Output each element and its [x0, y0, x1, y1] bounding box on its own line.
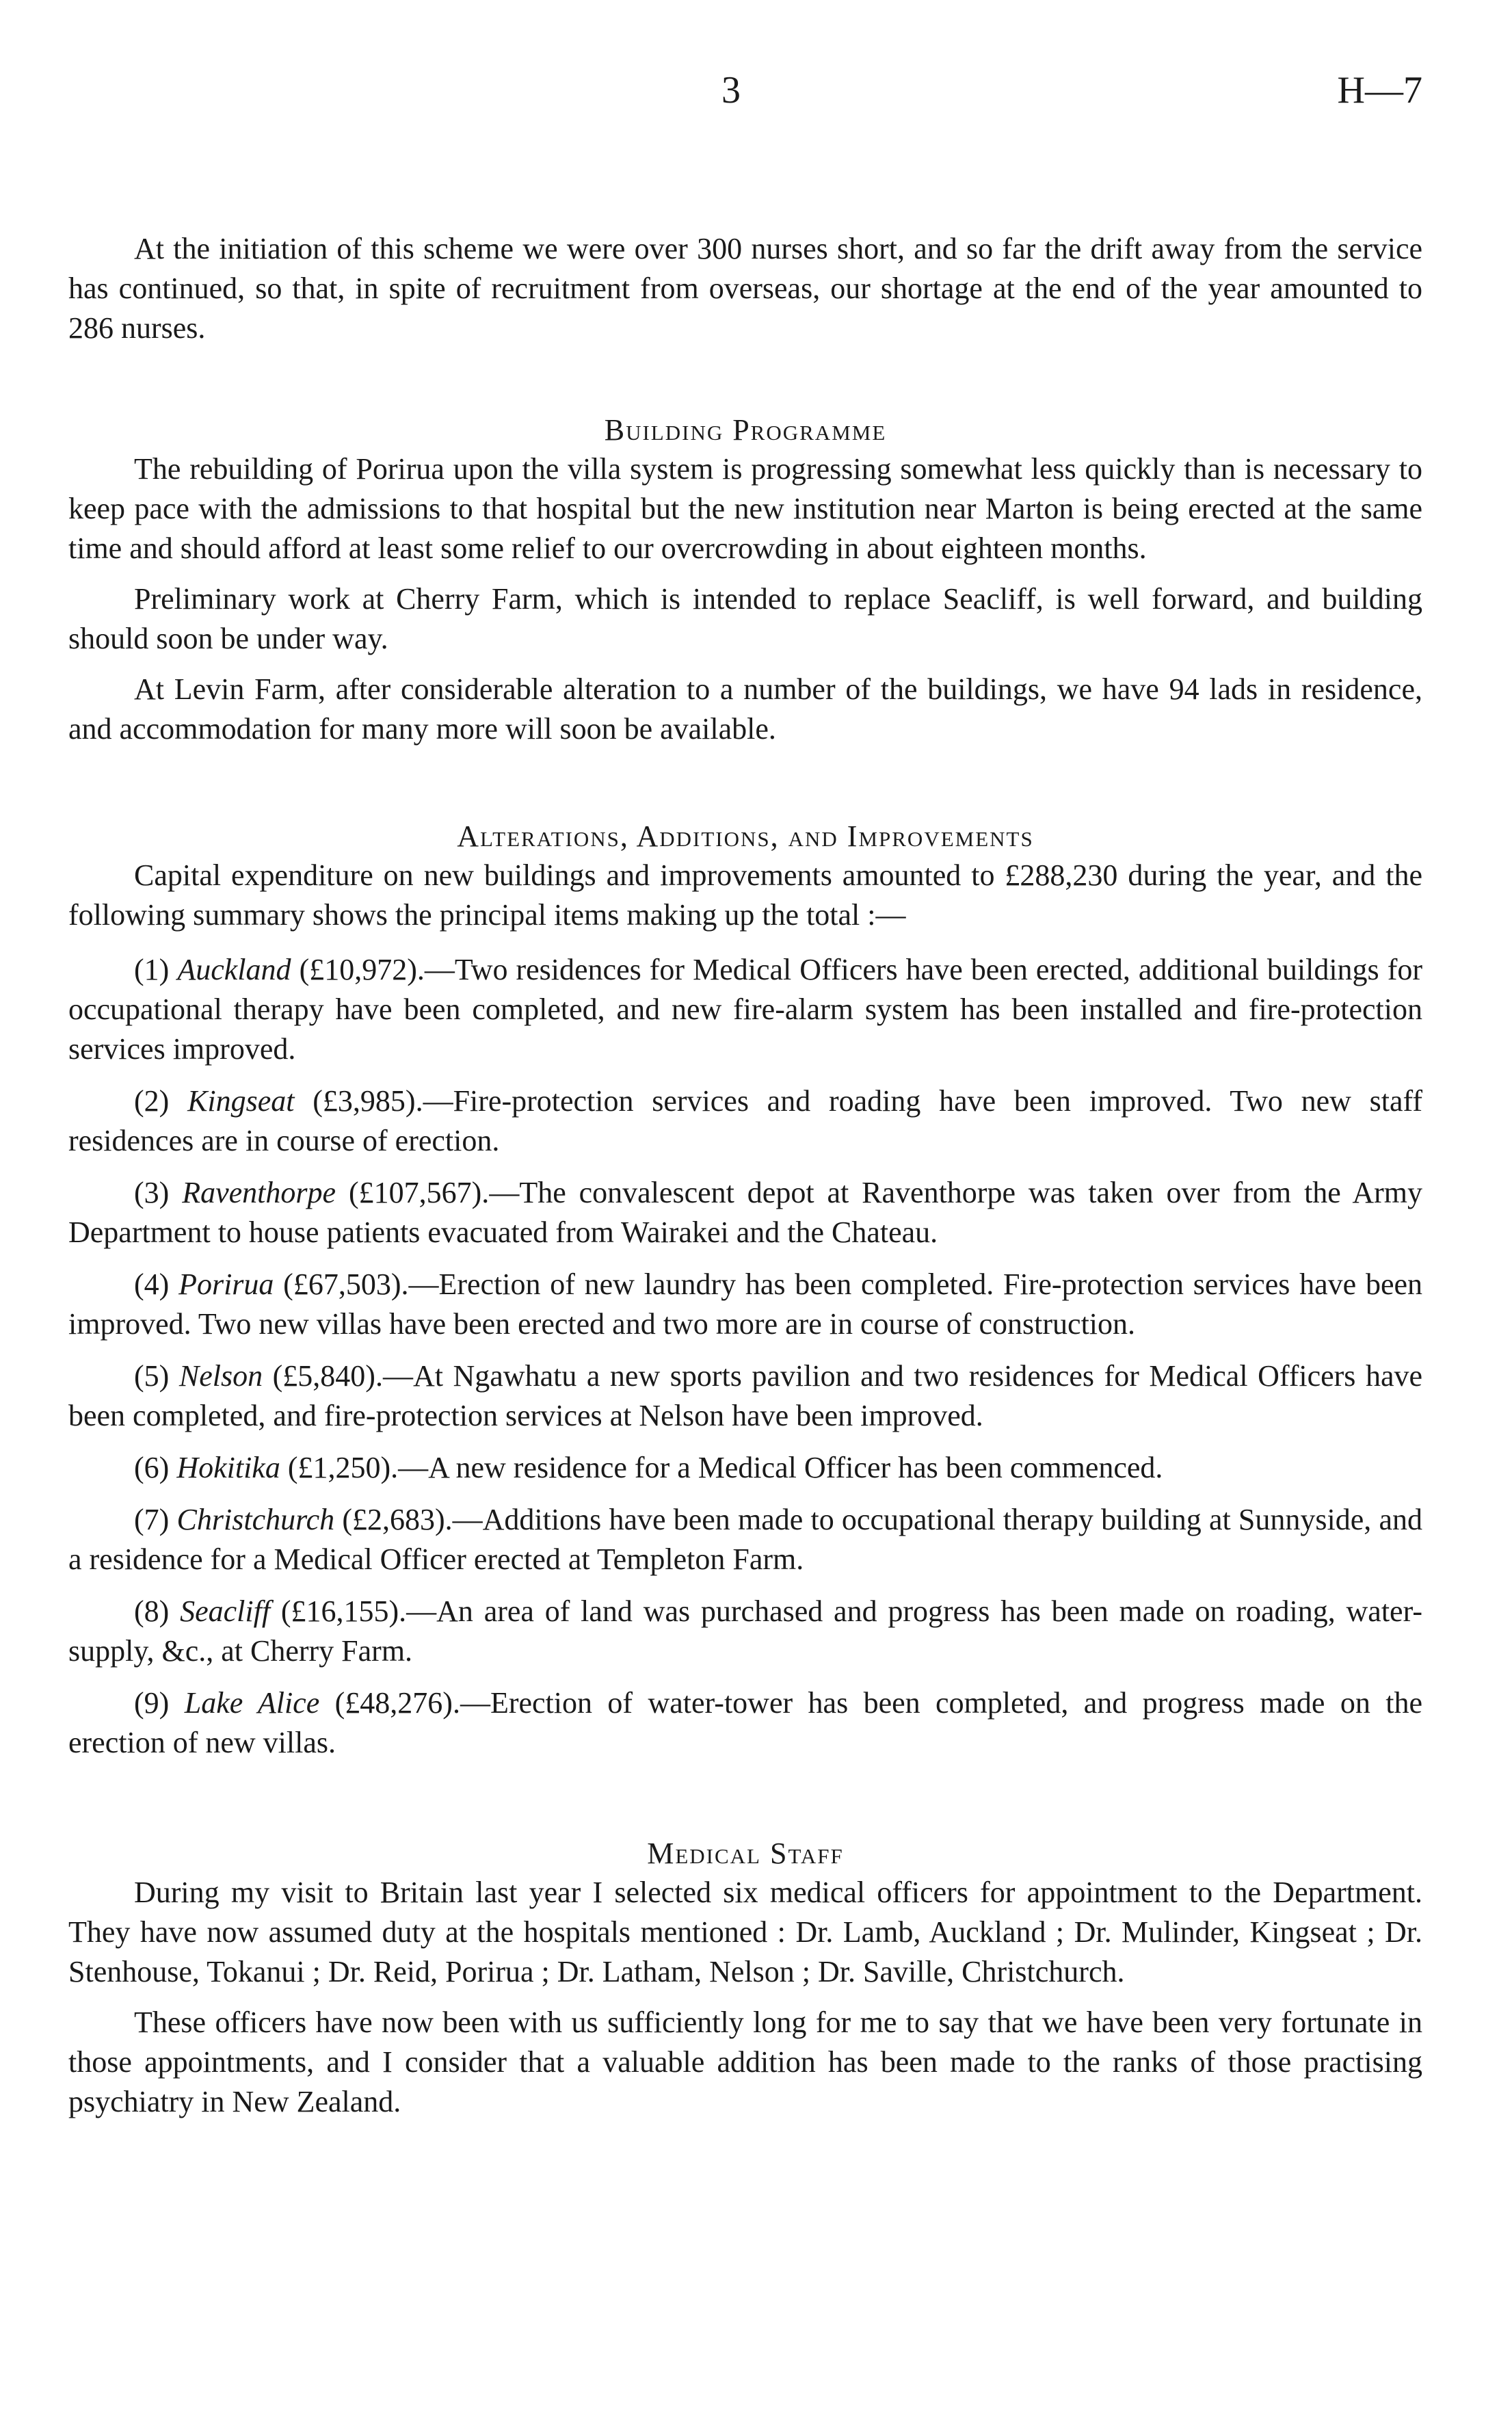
building-paragraph: At Levin Farm, after considerable alteration to a number of the buildings, we have 94 lads in residence, and accommodation for many more will soon be available.: [68, 672, 1422, 746]
item-text: —At Ngawhatu a new sports pavilion and two residences for Medical Officers have been completed, and fire-protection services at Nelson have been improved.: [68, 1359, 1423, 1432]
alterations-heading: Alterations, Additions, and Improvements: [457, 819, 1034, 853]
item-place: Auckland: [177, 953, 291, 986]
alterations-intro: Capital expenditure on new buildings and improvements amounted to £288,230 during the year, and the following summary shows the principal items making up the total :—: [68, 858, 1422, 932]
building-programme-heading: Building Programme: [604, 413, 887, 447]
expenditure-item: [68, 1173, 1422, 1252]
medical-staff-paragraph: These officers have now been with us sufficiently long for me to say that we have been very fortunate in those appointments, and I consider that a valuable addition has been made to the ranks of those practising psychiatry in New Zealand.: [68, 2006, 1422, 2118]
expenditure-list: [68, 950, 1422, 1763]
item-number: (4): [134, 1267, 170, 1301]
item-number: (5): [134, 1359, 170, 1393]
expenditure-item: [68, 950, 1422, 1069]
item-number: (7): [134, 1503, 170, 1536]
expenditure-item: [68, 1265, 1422, 1344]
item-place: Seacliff: [180, 1594, 271, 1628]
item-number: (6): [134, 1451, 170, 1484]
expenditure-item: [68, 1500, 1422, 1579]
item-text: —The convalescent depot at Raventhorpe was taken over from the Army Department to house patients evacuated from Wairakei and the Chateau.: [68, 1176, 1422, 1249]
item-number: (3): [134, 1176, 170, 1209]
alterations-section: [68, 817, 1422, 1763]
building-programme-section: [68, 411, 1422, 749]
page-number: 3: [721, 69, 741, 111]
item-amount: (£2,683).: [342, 1503, 453, 1536]
item-number: (1): [134, 953, 170, 986]
item-amount: (£16,155).: [280, 1594, 407, 1628]
item-number: (8): [134, 1594, 170, 1628]
expenditure-item: [68, 1448, 1422, 1488]
item-amount: (£48,276).: [334, 1686, 460, 1720]
medical-staff-section: [68, 1835, 1422, 2122]
item-place: Hokitika: [176, 1451, 280, 1484]
document-page: [68, 68, 1422, 2122]
item-text: —Erection of new laundry has been completed. Fire-protection services have been improved. Two new villas have been erected and two more are in course of construction.: [68, 1267, 1423, 1341]
medical-staff-paragraph: During my visit to Britain last year I selected six medical officers for appointment to the Department. They have now assumed duty at the hospitals mentioned : Dr. Lamb, Auckland ; Dr. Mulinder, Kingseat ; Dr. Stenhouse, Tokanui ; Dr. Reid, Porirua ; Dr. Latham, Nelson ; Dr. Saville, Christchurch.: [68, 1876, 1422, 1988]
expenditure-item: [68, 1081, 1422, 1161]
expenditure-item: [68, 1356, 1422, 1436]
item-place: Kingseat: [187, 1084, 295, 1118]
item-amount: (£3,985).: [313, 1084, 423, 1118]
item-amount: (£67,503).: [283, 1267, 409, 1301]
expenditure-item: [68, 1592, 1422, 1671]
document-code: H—7: [1337, 69, 1422, 111]
medical-staff-heading: Medical Staff: [647, 1837, 844, 1870]
item-text: —Two residences for Medical Officers have been erected, additional buildings for occupational therapy have been completed, and new fire-alarm system has been installed and fire-protection services improved.: [68, 953, 1423, 1066]
page-header: [68, 68, 1422, 130]
item-text: —An area of land was purchased and progress has been made on roading, water-supply, &c., at Cherry Farm.: [68, 1594, 1422, 1668]
item-place: Nelson: [178, 1359, 263, 1393]
building-paragraph: The rebuilding of Porirua upon the villa system is progressing somewhat less quickly than is necessary to keep pace with the admissions to that hospital but the new institution near Marton is being erected at the same time and should afford at least some relief to our overcrowding in about eighteen months.: [68, 452, 1422, 565]
item-text: —A new residence for a Medical Officer has been commenced.: [398, 1451, 1163, 1484]
building-paragraph: Preliminary work at Cherry Farm, which is intended to replace Seacliff, is well forward, and building should soon be under way.: [68, 582, 1422, 655]
item-amount: (£5,840).: [272, 1359, 383, 1393]
intro-paragraph: At the initiation of this scheme we were over 300 nurses short, and so far the drift away from the service has continued, so that, in spite of recruitment from overseas, our shortage at the end of the year amounted to 286 nurses.: [68, 232, 1422, 345]
item-number: (2): [134, 1084, 170, 1118]
expenditure-item: [68, 1683, 1422, 1763]
item-place: Porirua: [178, 1267, 274, 1301]
item-place: Raventhorpe: [182, 1176, 336, 1209]
item-number: (9): [134, 1686, 170, 1720]
item-amount: (£107,567).: [349, 1176, 490, 1209]
item-amount: (£10,972).: [299, 953, 425, 986]
item-place: Lake Alice: [184, 1686, 320, 1720]
item-place: Christchurch: [176, 1503, 335, 1536]
item-amount: (£1,250).: [287, 1451, 399, 1484]
item-text: —Erection of water-tower has been completed, and progress made on the erection of new villas.: [68, 1686, 1422, 1759]
item-text: —Additions have been made to occupational therapy building at Sunnyside, and a residence for a Medical Officer erected at Templeton Farm.: [68, 1503, 1423, 1576]
item-text: —Fire-protection services and roading have been improved. Two new staff residences are in course of erection.: [68, 1084, 1423, 1157]
